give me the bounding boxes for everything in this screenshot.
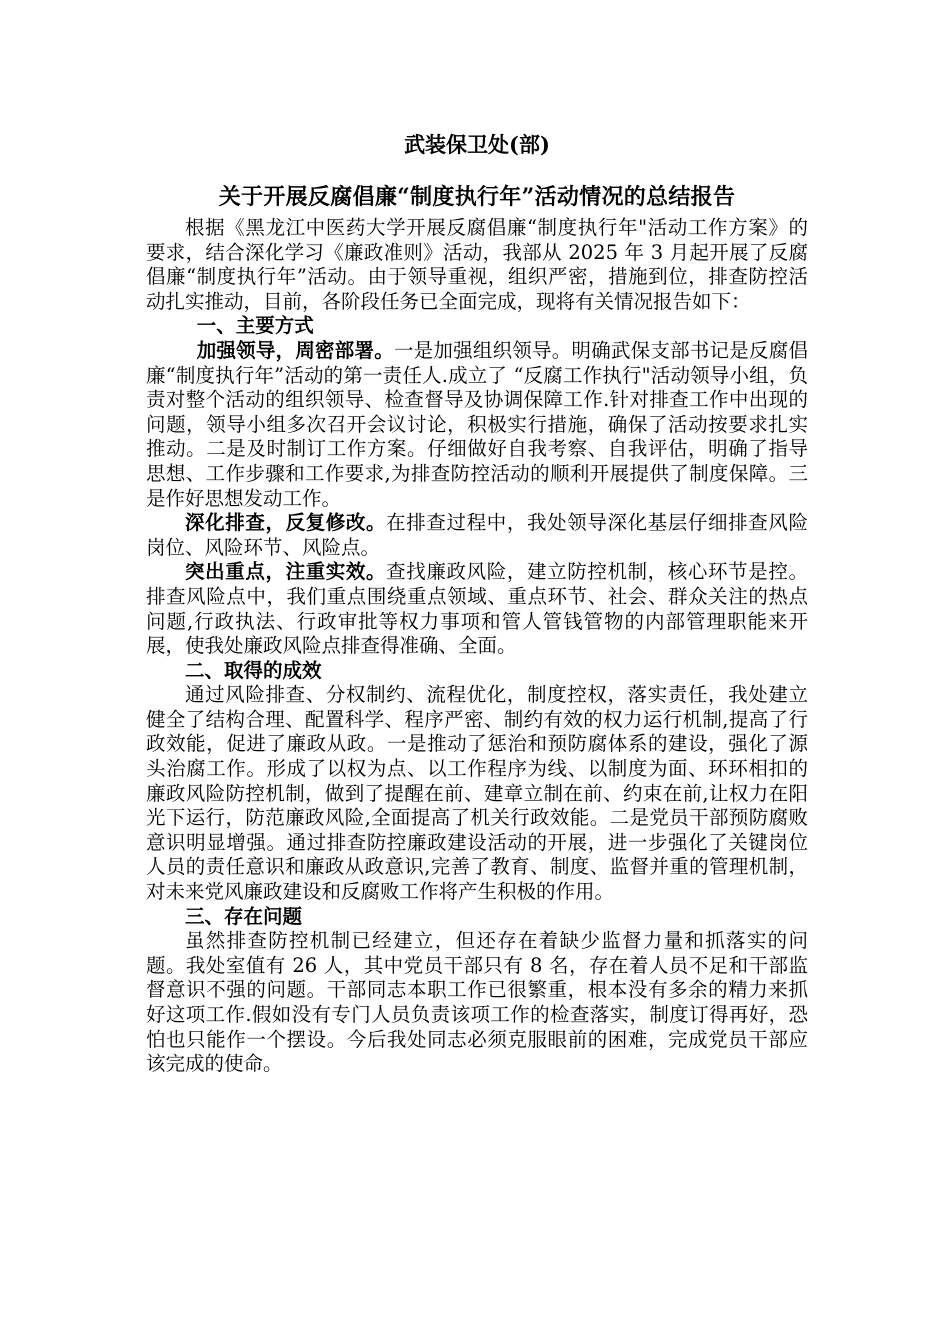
section-heading-main-methods: 一、主要方式 [196,314,314,338]
paragraph-text: 一是加强组织领导。明确武保支部书记是反腐倡廉“制度执行年”活动的第一责任人.成立了 “反腐工作执行"活动领导小组，负责对整个活动的组织领导、检查督导及协调保障工作.针对排查工作中出现的问题，领导小组多次召开会议讨论，积极实行措施，确保了活动按要求扎实推动。二是及时制订工作方案。仔细做好自我考察、自我评估，明确了指导思想、工作步骤和工作要求,为排查防控活动的顺利开展提供了制度保障。三是作好思想发动工作。 [146,338,808,510]
section-heading-problems: 三、存在问题 [185,904,303,928]
paragraph-problems: 虽然排查防控机制已经建立，但还存在着缺少监督力量和抓落实的问题。我处室值有 26 人，其中党员干部只有 8 名，存在着人员不足和干部监督意识不强的问题。干部同志本职工作已很繁重，根本没有多余的精力来抓好这项工作.假如没有专门人员负责该项工作的检查落实，制度订得再好，恐怕也只能作一个摆设。今后我处同志必须克服眼前的困难，完成党员干部应该完成的使命。 [146,929,808,1076]
paragraph-deepen-inspection [146,511,808,560]
paragraph-achievements: 通过风险排查、分权制约、流程优化，制度控权，落实责任，我处建立健全了结构合理、配置科学、程序严密、制约有效的权力运行机制,提高了行政效能，促进了廉政从政。一是推动了惩治和预防腐体系的建设，强化了源头治腐工作。形成了以权为点、以工作程序为线、以制度为面、环环相扣的廉政风险防控机制，做到了提醒在前、建章立制在前、约束在前,让权力在阳光下运行，防范廉政风险,全面提高了机关行政效能。二是党员干部预防腐败意识明显增强。通过排查防控廉政建设活动的开展，进一步强化了关键岗位人员的责任意识和廉政从政意识,完善了教育、制度、监督并重的管理机制，对未来党风廉政建设和反腐败工作将产生积极的作用。 [146,683,808,904]
lead-phrase: 深化排查，反复修改。 [185,511,387,535]
paragraph-highlight-key-points [146,560,808,658]
lead-phrase: 突出重点，注重实效。 [185,560,387,584]
document-page [146,130,808,1077]
document-title-main: 关于开展反腐倡廉“制度执行年”活动情况的总结报告 [218,184,736,210]
intro-paragraph: 根据《黑龙江中医药大学开展反腐倡廉“制度执行年"活动工作方案》的要求，结合深化学习《廉政准则》活动，我部从 2025 年 3 月起开展了反腐倡廉“制度执行年”活动。由于领导重视，组织严密，措施到位，排查防控活动扎实推动，目前，各阶段任务已全面完成，现将有关情况报告如下： [146,216,808,313]
document-title-org: 武装保卫处(部) [404,132,550,157]
paragraph-text: 在排查过程中，我处领导深化基层仔细排查风险岗位、风险环节、风险点。 [146,511,808,559]
paragraph-strengthen-leadership [146,339,808,511]
section-heading-achievements: 二、取得的成效 [185,658,322,682]
lead-phrase: 加强领导，周密部署。 [196,338,394,362]
paragraph-text: 查找廉政风险，建立防控机制，核心环节是控。排查风险点中，我们重点围绕重点领域、重点环节、社会、群众关注的热点问题,行政执法、行政审批等权力事项和管人管钱管物的内部管理职能来开展，使我处廉政风险点排查得准确、全面。 [146,560,808,658]
